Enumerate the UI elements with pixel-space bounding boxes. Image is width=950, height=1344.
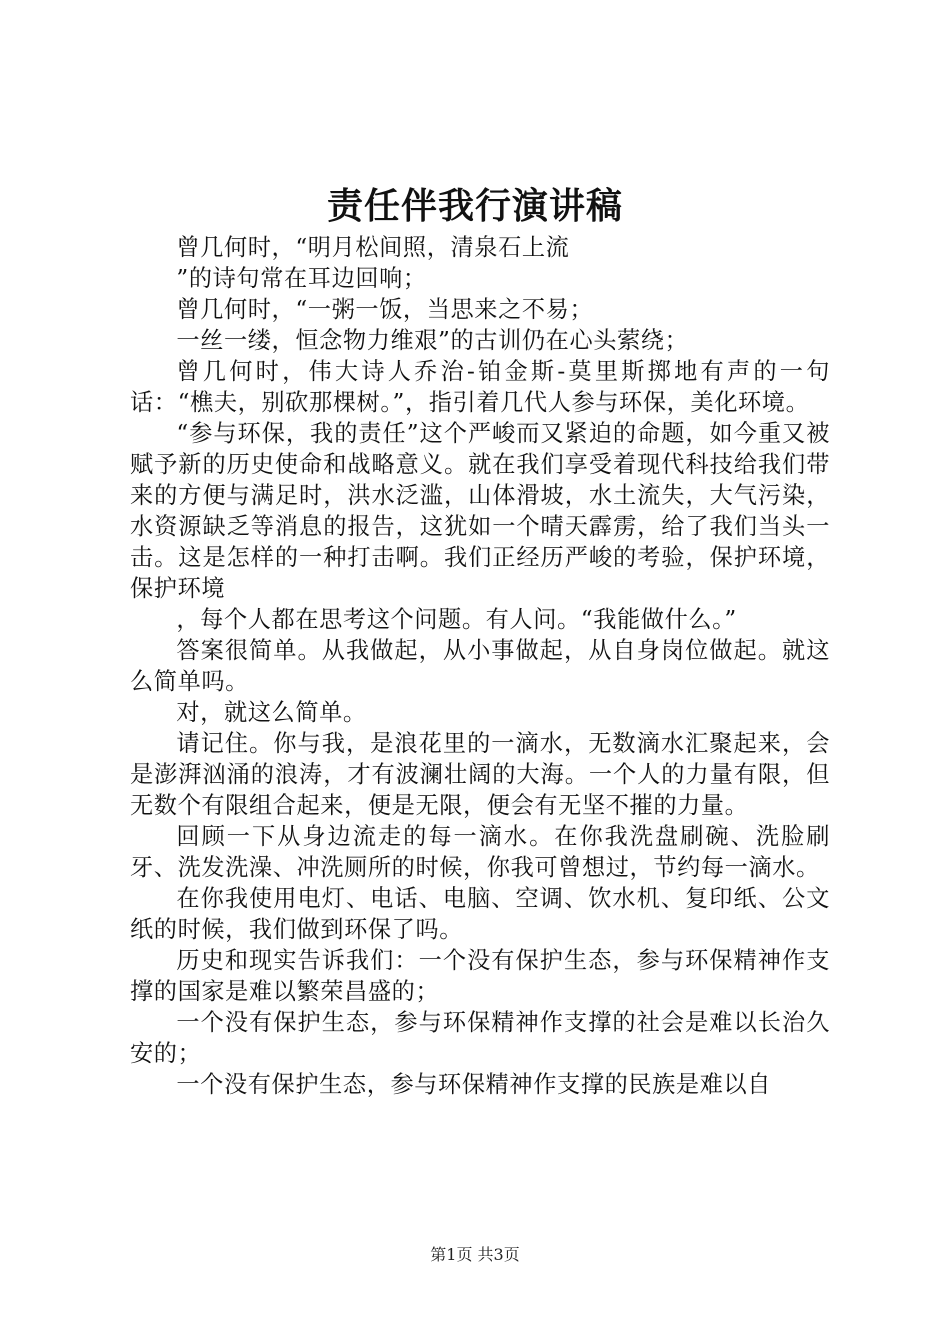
paragraph: 一个没有保护生态，参与环保精神作支撑的民族是难以自	[176, 1071, 772, 1098]
paragraph: “参与环保，我的责任”这个严峻而又紧迫的命题，如今重又被赋予新的历史使命和战略意义。就在我们享受着现代科技给我们带来的方便与满足时，洪水泛滥，山体滑坡，水土流失，大气污染，水资源缺乏等消息的报告，这犹如一个晴天霹雳，给了我们当头一击。这是怎样的一种打击啊。我们正经历严峻的考验，保护环境，保护环境	[130, 420, 830, 602]
paragraph: 历史和现实告诉我们：一个没有保护生态，参与环保精神作支撑的国家是难以繁荣昌盛的；	[130, 947, 830, 1005]
paragraph: 在你我使用电灯、电话、电脑、空调、饮水机、复印纸、公文纸的时候，我们做到环保了吗。	[130, 885, 830, 943]
paragraph: ”的诗句常在耳边回响；	[176, 265, 427, 292]
paragraph: 曾几何时，“明月松间照，清泉石上流	[176, 234, 570, 261]
paragraph: ，每个人都在思考这个问题。有人问。“我能做什么。”	[176, 606, 737, 633]
paragraph: 一丝一缕，恒念物力维艰”的古训仍在心头萦绕；	[176, 327, 689, 354]
paragraph: 对，就这么简单。	[176, 699, 367, 726]
paragraph: 曾几何时，“一粥一饭，当思来之不易；	[176, 296, 594, 323]
paragraph: 一个没有保护生态，参与环保精神作支撑的社会是难以长治久安的；	[130, 1009, 830, 1067]
document-body	[130, 232, 830, 1100]
paragraph: 请记住。你与我，是浪花里的一滴水，无数滴水汇聚起来，会是澎湃汹涌的浪涛，才有波澜壮阔的大海。一个人的力量有限，但无数个有限组合起来，便是无限，便会有无坚不摧的力量。	[130, 730, 830, 819]
paragraph: 答案很简单。从我做起，从小事做起，从自身岗位做起。就这么简单吗。	[130, 637, 830, 695]
paragraph: 回顾一下从身边流走的每一滴水。在你我洗盘刷碗、洗脸刷牙、洗发洗澡、冲洗厕所的时候，你我可曾想过，节约每一滴水。	[130, 823, 830, 881]
page-number-footer: 第1页 共3页	[430, 1245, 520, 1264]
paragraph: 曾几何时，伟大诗人乔治-铂金斯-莫里斯掷地有声的一句话：“樵夫，别砍那棵树。”，指引着几代人参与环保，美化环境。	[130, 358, 830, 416]
document-title: 责任伴我行演讲稿	[326, 185, 623, 227]
